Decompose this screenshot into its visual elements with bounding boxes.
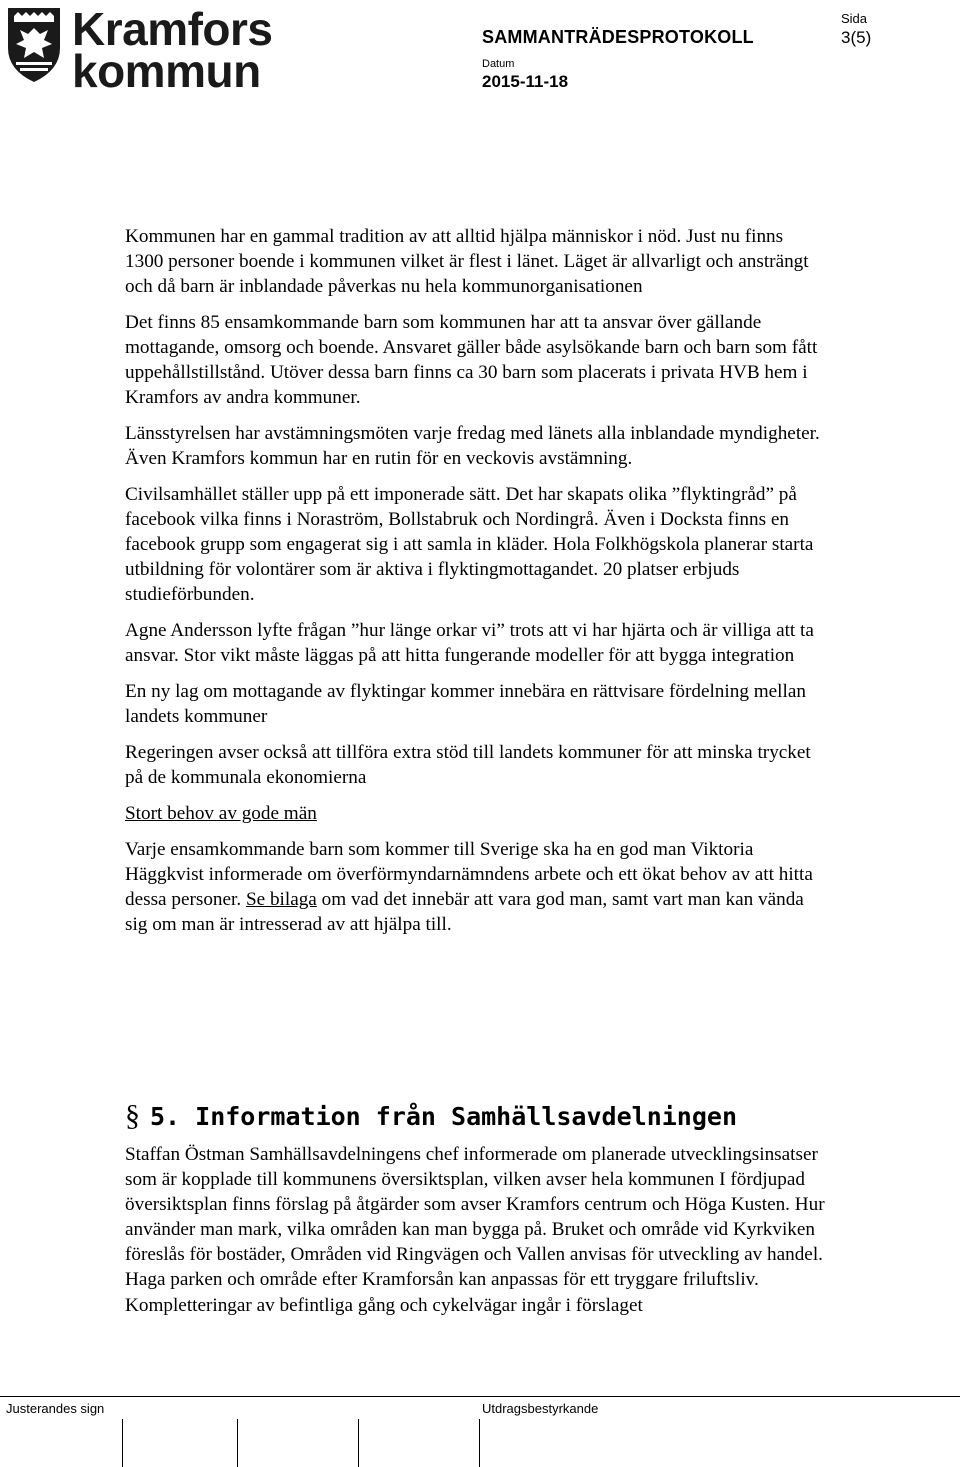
paragraph-ensamkommande: Det finns 85 ensamkommande barn som kommunen har att ta ansvar över gällande mottagande, omsorg och boende. Ansvaret gäller både asylsökande barn och barn som fått uppehållstillstånd. Utöver dessa barn finns ca 30 barn som placerats i privata HVB hem i Kramfors av andra kommuner. xyxy=(125,312,818,408)
page-number: 3(5) xyxy=(841,28,872,47)
subheading-gode-man: Stort behov av gode män xyxy=(125,803,317,824)
signature-divider xyxy=(358,1419,359,1467)
logo-text-line1: Kramfors xyxy=(72,3,273,55)
paragraph-tradition: Kommunen har en gammal tradition av att alltid hjälpa människor i nöd. Just nu finns 1300 personer boende i kommunen vilket är flest i länet. Läget är allvarligt och ansträngt och då barn är inblandade påverkas nu hela kommunorganisationen xyxy=(125,226,809,297)
paragraph-agne-andersson: Agne Andersson lyfte frågan ”hur länge orkar vi” trots att vi har hjärta och är villiga att ta ansvar. Stor vikt måste läggas på att hitta fungerande modeller för att bygga integration xyxy=(125,620,814,666)
paragraph-civilsamhallet: Civilsamhället ställer upp på ett imponerade sätt. Det har skapats olika ”flyktingråd” på facebook vilka finns i Noraström, Bollstabruk och Nordingrå. Även i Docksta finns en facebook grupp som engagerat sig i att samla in kläder. Hola Folkhögskola planerar starta utbildning för volontärer som är aktiva i flyktingmottagandet. 20 platser erbjuds studieförbunden. xyxy=(125,484,814,605)
paragraph-ny-lag: En ny lag om mottagande av flyktingar kommer innebära en rättvisare fördelning mellan landets kommuner xyxy=(125,681,806,727)
page-header xyxy=(0,0,960,100)
document-type: SAMMANTRÄDESPROTOKOLL xyxy=(482,27,754,47)
paragraph-lansstyrelsen: Länsstyrelsen har avstämningsmöten varje fredag med länets alla inblandade myndigheter. Även Kramfors kommun har en rutin för en veckovis avstämning. xyxy=(125,423,820,469)
section-5-body xyxy=(125,1142,825,1318)
paragraph-god-man xyxy=(125,837,825,937)
page-footer xyxy=(0,1396,960,1467)
god-man-text-start: Varje ensamkommande barn som kommer till Sverige ska ha en god man Viktoria Häggkvist informerade om överförmyndarnämndens arbete och ett ökat behov av att hitta dessa personer. xyxy=(125,839,813,910)
date-value: 2015-11-18 xyxy=(482,72,569,91)
signature-divider xyxy=(122,1419,123,1467)
date-label: Datum xyxy=(482,58,515,70)
paragraph-symbol: § xyxy=(125,1099,140,1132)
section-5-title: 5. Information från Samhällsavdelningen xyxy=(150,1102,737,1131)
utdragsbestyrkande-label: Utdragsbestyrkande xyxy=(482,1401,599,1416)
god-man-text-end: om vad det innebär att vara god man, samt vart man kan vända sig om man är intresserad av att hjälpa till. xyxy=(125,889,804,935)
signature-divider xyxy=(479,1419,480,1467)
kramfors-kommun-logo xyxy=(6,3,273,97)
paragraph-regeringen: Regeringen avser också att tillföra extra stöd till landets kommuner för att minska trycket på de kommunala ekonomierna xyxy=(125,742,811,788)
minutes-body xyxy=(125,224,825,948)
paragraph-samhallsavdelningen: Staffan Östman Samhällsavdelningens chef informerade om planerade utvecklingsinsatser som är kopplade till kommunens översiktsplan, vilken avser hela kommunen I fördjupad översiktsplan finns förslag på åtgärder som avser Kramfors centrum och Höga Kusten. Hur använder man mark, vilka områden kan man bygga på. Bruket och område vid Kyrkviken föreslås för bostäder, Områden vid Ringvägen och Vallen anvisas för utveckling av handel. Haga parken och område efter Kramforsån kan anpassas för ett tryggare friluftsliv. Kompletteringar av befintliga gång och cykelvägar ingår i förslaget xyxy=(125,1144,825,1316)
section-5-heading xyxy=(125,1100,885,1133)
page-label: Sida xyxy=(841,11,868,26)
logo-text-line2: kommun xyxy=(72,45,261,97)
signature-divider xyxy=(237,1419,238,1467)
justerandes-sign-label: Justerandes sign xyxy=(6,1401,105,1416)
coat-of-arms-icon xyxy=(6,4,62,84)
attachment-link[interactable]: Se bilaga xyxy=(245,889,317,910)
